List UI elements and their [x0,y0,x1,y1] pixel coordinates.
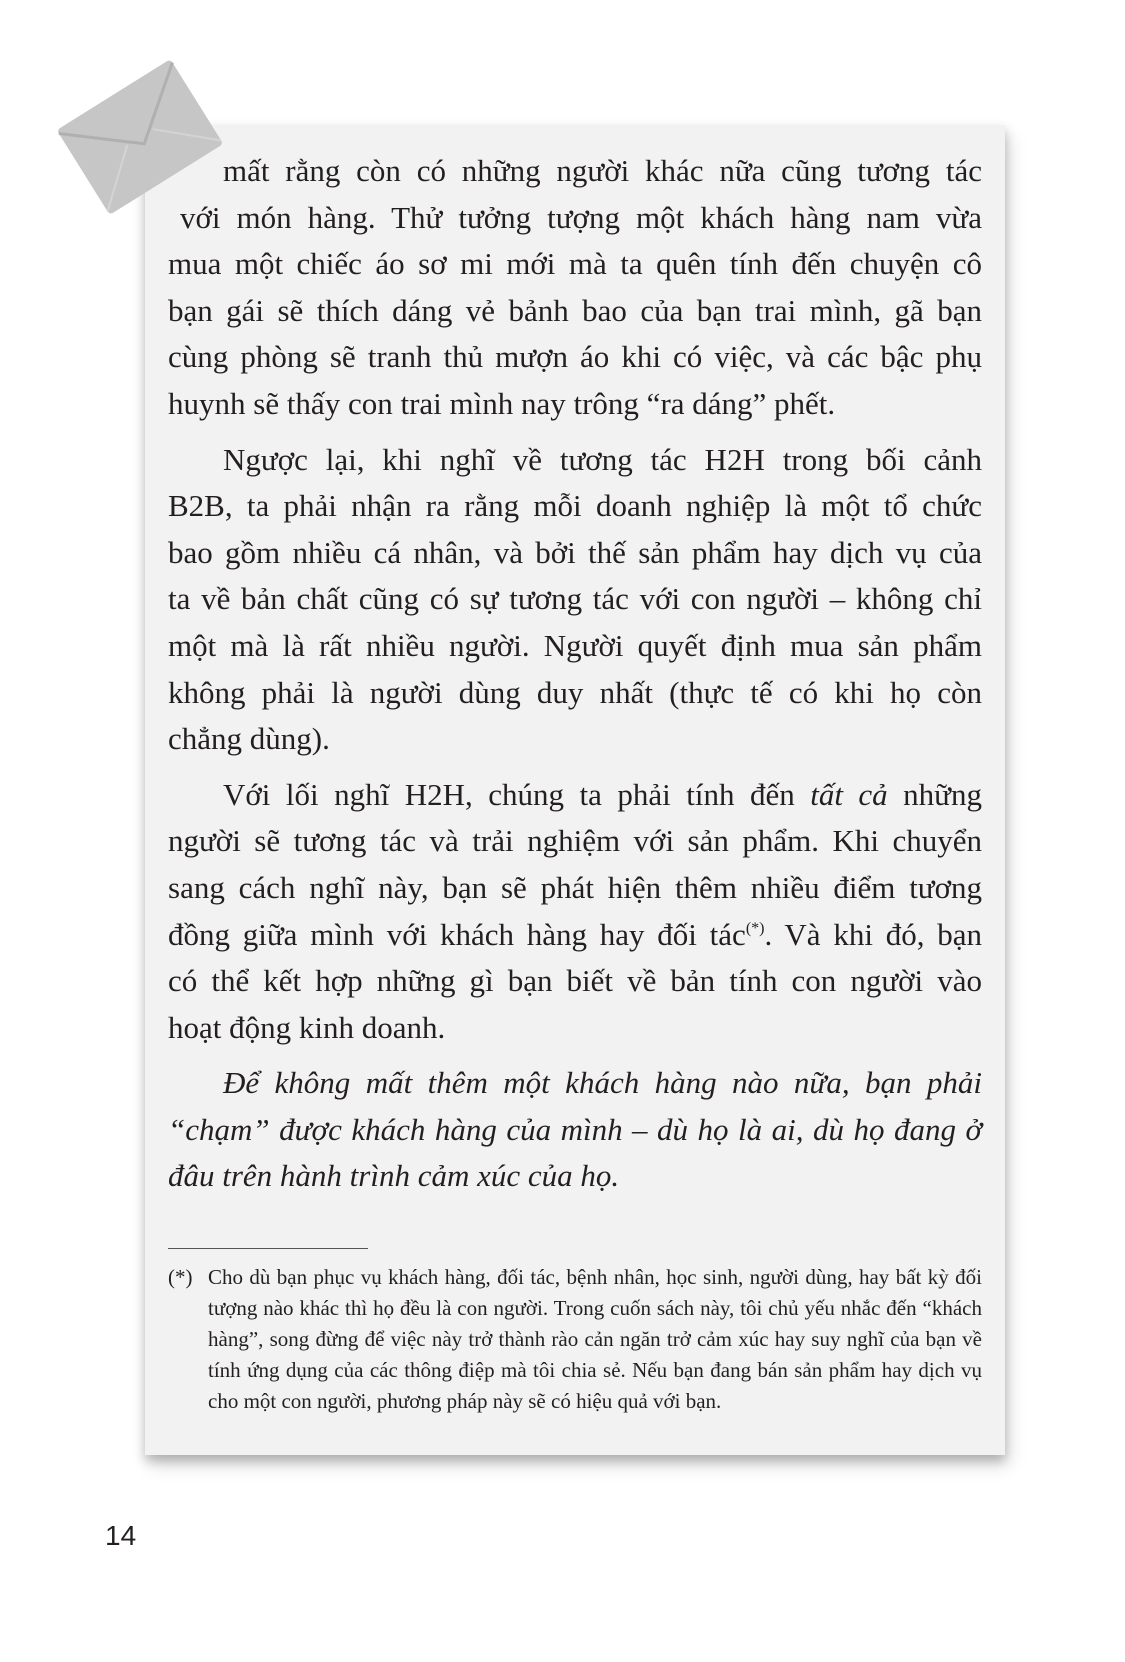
text-run: đồng giữa mình với khách hàng hay đối tác [168,916,746,952]
text-line: “chạm” được khách hàng của mình – dù họ là ai, dù họ đang ở [168,1111,982,1147]
text-line: không phải là người dùng duy nhất (thực tế có khi họ còn [168,674,982,710]
footnote-mark: (*) [168,1265,193,1289]
text-line: với món hàng. Thử tưởng tượng một khách hàng nam vừa [180,199,982,235]
page-number: 14 [105,1520,137,1551]
text-line: bao gồm nhiều cá nhân, và bởi thế sản phẩm hay dịch vụ của [168,534,982,570]
text-line: huynh sẽ thấy con trai mình nay trông “ra dáng” phết. [168,385,836,421]
text-line: mua một chiếc áo sơ mi mới mà ta quên tính đến chuyện cô [168,246,982,282]
paragraph-1 [168,148,982,428]
text-run: . Và khi đó, bạn [764,916,982,952]
text-line: chẳng dùng). [168,721,330,757]
paragraph-3 [168,772,982,1052]
text-line: một mà là rất nhiều người. Người quyết định mua sản phẩm [168,627,982,663]
text-line: Để không mất thêm một khách hàng nào nữa, bạn phải [223,1065,982,1101]
paragraph-2 [168,437,982,763]
footnote-divider [168,1248,368,1249]
paragraph-4 [168,1060,982,1200]
text-line: có thể kết hợp những gì bạn biết về bản tính con người vào [168,963,982,999]
footnote-text: Cho dù bạn phục vụ khách hàng, đối tác, bệnh nhân, học sinh, người dùng, hay bất kỳ đối tượng nào khác thì họ đều là con người. Trong cuốn sách này, tôi chủ yếu nhắc đến “khách hàng”, song đừng để việc này trở thành rào cản ngăn trở cảm xúc hay suy nghĩ của bạn về tính ứng dụng của các thông điệp mà tôi chia sẻ. Nếu bạn đang bán sản phẩm hay dịch vụ cho một con người, phương pháp này sẽ có hiệu quả với bạn. [208,1265,982,1413]
text-line: người sẽ tương tác và trải nghiệm với sản phẩm. Khi chuyển [168,823,982,859]
text-line: Ngược lại, khi nghĩ về tương tác H2H trong bối cảnh [223,441,982,477]
main-text [168,148,982,1200]
text-run: Với lối nghĩ H2H, chúng ta phải tính đến [223,776,811,812]
text-line [168,912,982,959]
text-line: cùng phòng sẽ tranh thủ mượn áo khi có việc, và các bậc phụ [168,339,982,375]
text-line: ta về bản chất cũng có sự tương tác với con người – không chỉ [168,581,982,617]
text-line: mất rằng còn có những người khác nữa cũng tương tác [223,153,982,188]
footnote-reference: (*) [745,919,765,937]
text-run: những [887,776,982,812]
text-line: sang cách nghĩ này, bạn sẽ phát hiện thêm nhiều điểm tương [168,869,982,905]
text-line: đâu trên hành trình cảm xúc của họ. [168,1158,620,1194]
text-line: bạn gái sẽ thích dáng vẻ bảnh bao của bạn trai mình, gã bạn [168,292,982,328]
footnote [168,1262,982,1417]
emphasis-text: tất cả [810,776,888,812]
text-line: B2B, ta phải nhận ra rằng mỗi doanh nghiệp là một tổ chức [168,488,982,524]
text-line [168,772,982,819]
text-line: hoạt động kinh doanh. [168,1009,446,1045]
